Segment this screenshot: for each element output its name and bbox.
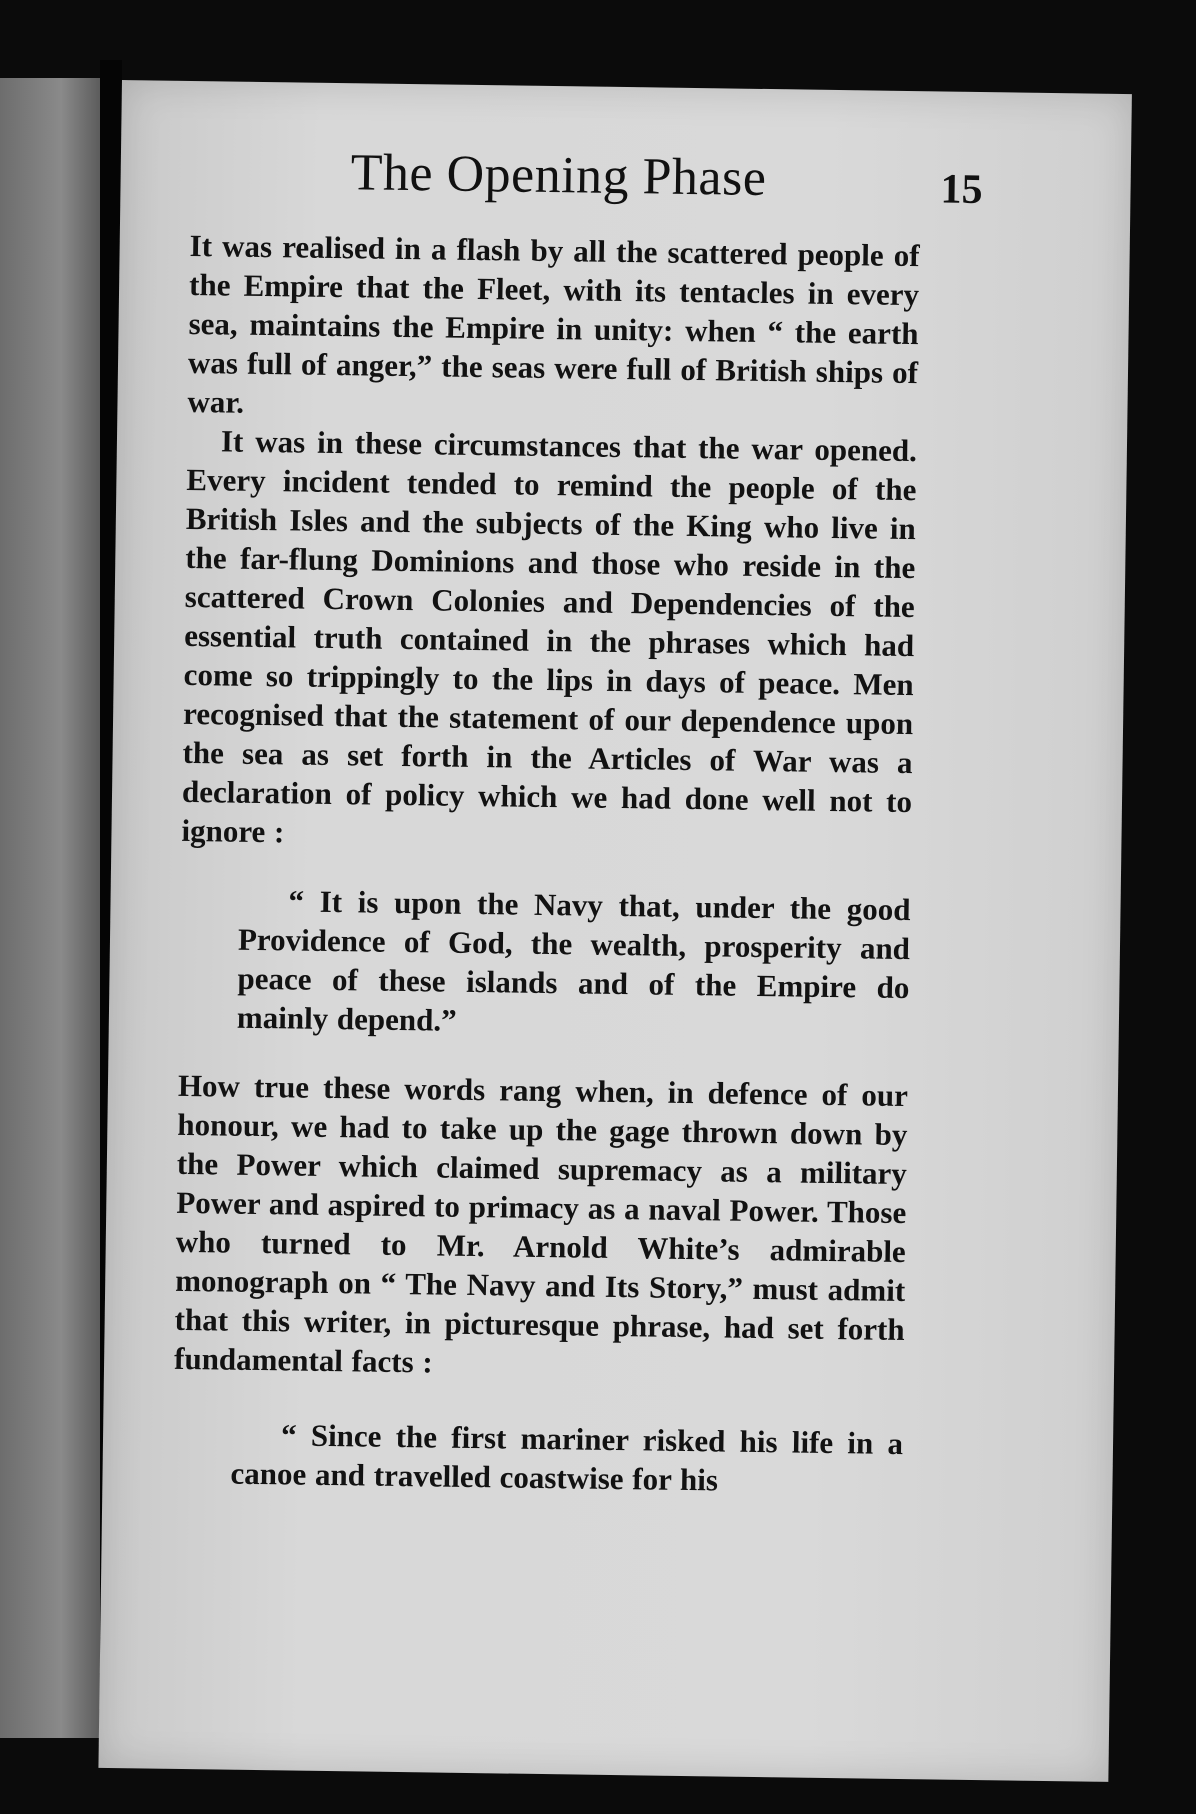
page-number: 15 [940, 166, 983, 214]
block-quote-arnold-white: “ Since the first mariner risked his life in a canoe and travelled coastwise for his [230, 1417, 904, 1498]
page-header [120, 140, 1131, 234]
adjacent-page-edge [0, 78, 102, 1738]
paragraph-2: It was in these circumstances that the war opened. Every incident tended to remind the people of the British Isles and the subjects of the King who live in the far-flung Dominions and those who reside in the scattered Crown Colonies and Dependencies of the essential truth contained in the phrases which had come so trippingly to the lips in days of peace. Men recognised that the statement of our dependence upon the sea as set forth in the Articles of War was a declaration of policy which we had done well not to ignore : [181, 423, 918, 850]
paragraph-3: How true these words rang when, in defence of our honour, we had to take up the gage thrown down by the Power which claimed supremacy as a military Power and aspired to primacy as a naval Power. Those who turned to Mr. Arnold White’s admirable monograph on “ The Navy and Its Story,” must admit that this writer, in picturesque phrase, had set forth fundamental facts : [173, 1067, 909, 1380]
paragraph-1: It was realised in a flash by all the scattered people of the Empire that the Fleet, with its tentacles in every sea, maintains the Empire in unity: when “ the earth was full of anger,” the seas were full of British ships of war. [187, 227, 920, 420]
block-quote-articles-of-war: “ It is upon the Navy that, under the good Providence of God, the wealth, prosperity and peace of these islands and of the Empire do mainly depend.” [236, 883, 911, 1038]
running-title: The Opening Phase [350, 144, 767, 208]
page-body [172, 226, 920, 1502]
book-page [98, 80, 1131, 1782]
